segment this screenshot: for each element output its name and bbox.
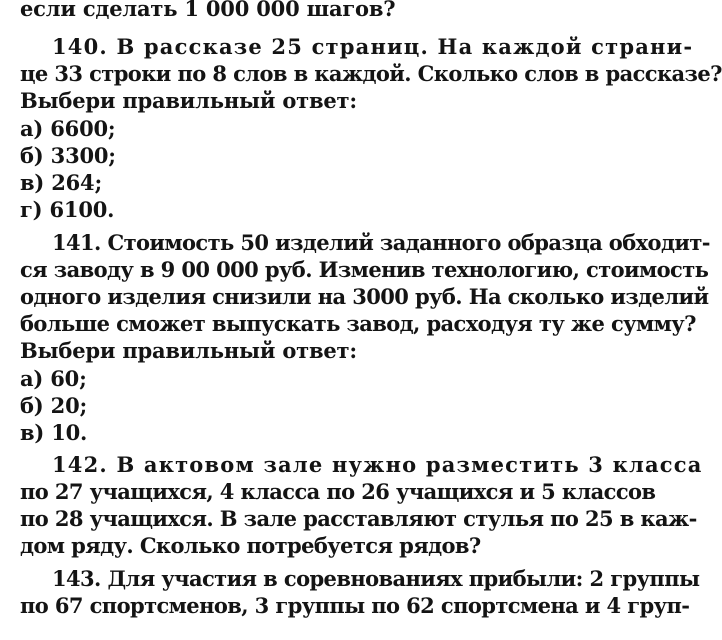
answer-option: б) 3300; <box>20 143 116 168</box>
problem-142-line: по 27 учащихся, 4 класса по 26 учащихся и 5 классов <box>20 479 656 504</box>
problem-141-line: 141. Стоимость 50 изделий заданного образца обходит- <box>52 230 710 255</box>
answer-option: б) 20; <box>20 393 88 418</box>
problem-142-line: 142. В актовом зале нужно разместить 3 класса <box>52 452 703 477</box>
problem-140-line: 140. В рассказе 25 страниц. На каждой страни- <box>52 34 694 59</box>
problem-140-line: це 33 строки по 8 слов в каждой. Сколько слов в рассказе? <box>20 61 722 86</box>
answer-option: а) 6600; <box>20 116 116 141</box>
answer-option: в) 264; <box>20 170 103 195</box>
answer-option: а) 60; <box>20 366 87 391</box>
problem-142-line: по 28 учащихся. В зале расставляют стулья по 25 в каж- <box>20 506 697 531</box>
answer-option: в) 10. <box>20 420 88 445</box>
problem-141-line: больше сможет выпускать завод, расходуя ту же сумму? <box>20 311 696 336</box>
problem-141-line: одного изделия снизили на 3000 руб. На сколько изделий <box>20 284 709 309</box>
answer-prompt: Выбери правильный ответ: <box>20 338 357 363</box>
problem-142-line: дом ряду. Сколько потребуется рядов? <box>20 533 481 558</box>
problem-143-line: 143. Для участия в соревнованиях прибыли: 2 группы <box>52 566 700 591</box>
answer-prompt: Выбери правильный ответ: <box>20 88 357 113</box>
text-line: если сделать 1 000 000 шагов? <box>20 0 396 21</box>
problem-141-line: ся заводу в 9 00 000 руб. Изменив технологию, стоимость <box>20 257 709 282</box>
answer-option: г) 6100. <box>20 197 115 222</box>
problem-143-line: по 67 спортсменов, 3 группы по 62 спортсмена и 4 груп- <box>20 593 690 618</box>
